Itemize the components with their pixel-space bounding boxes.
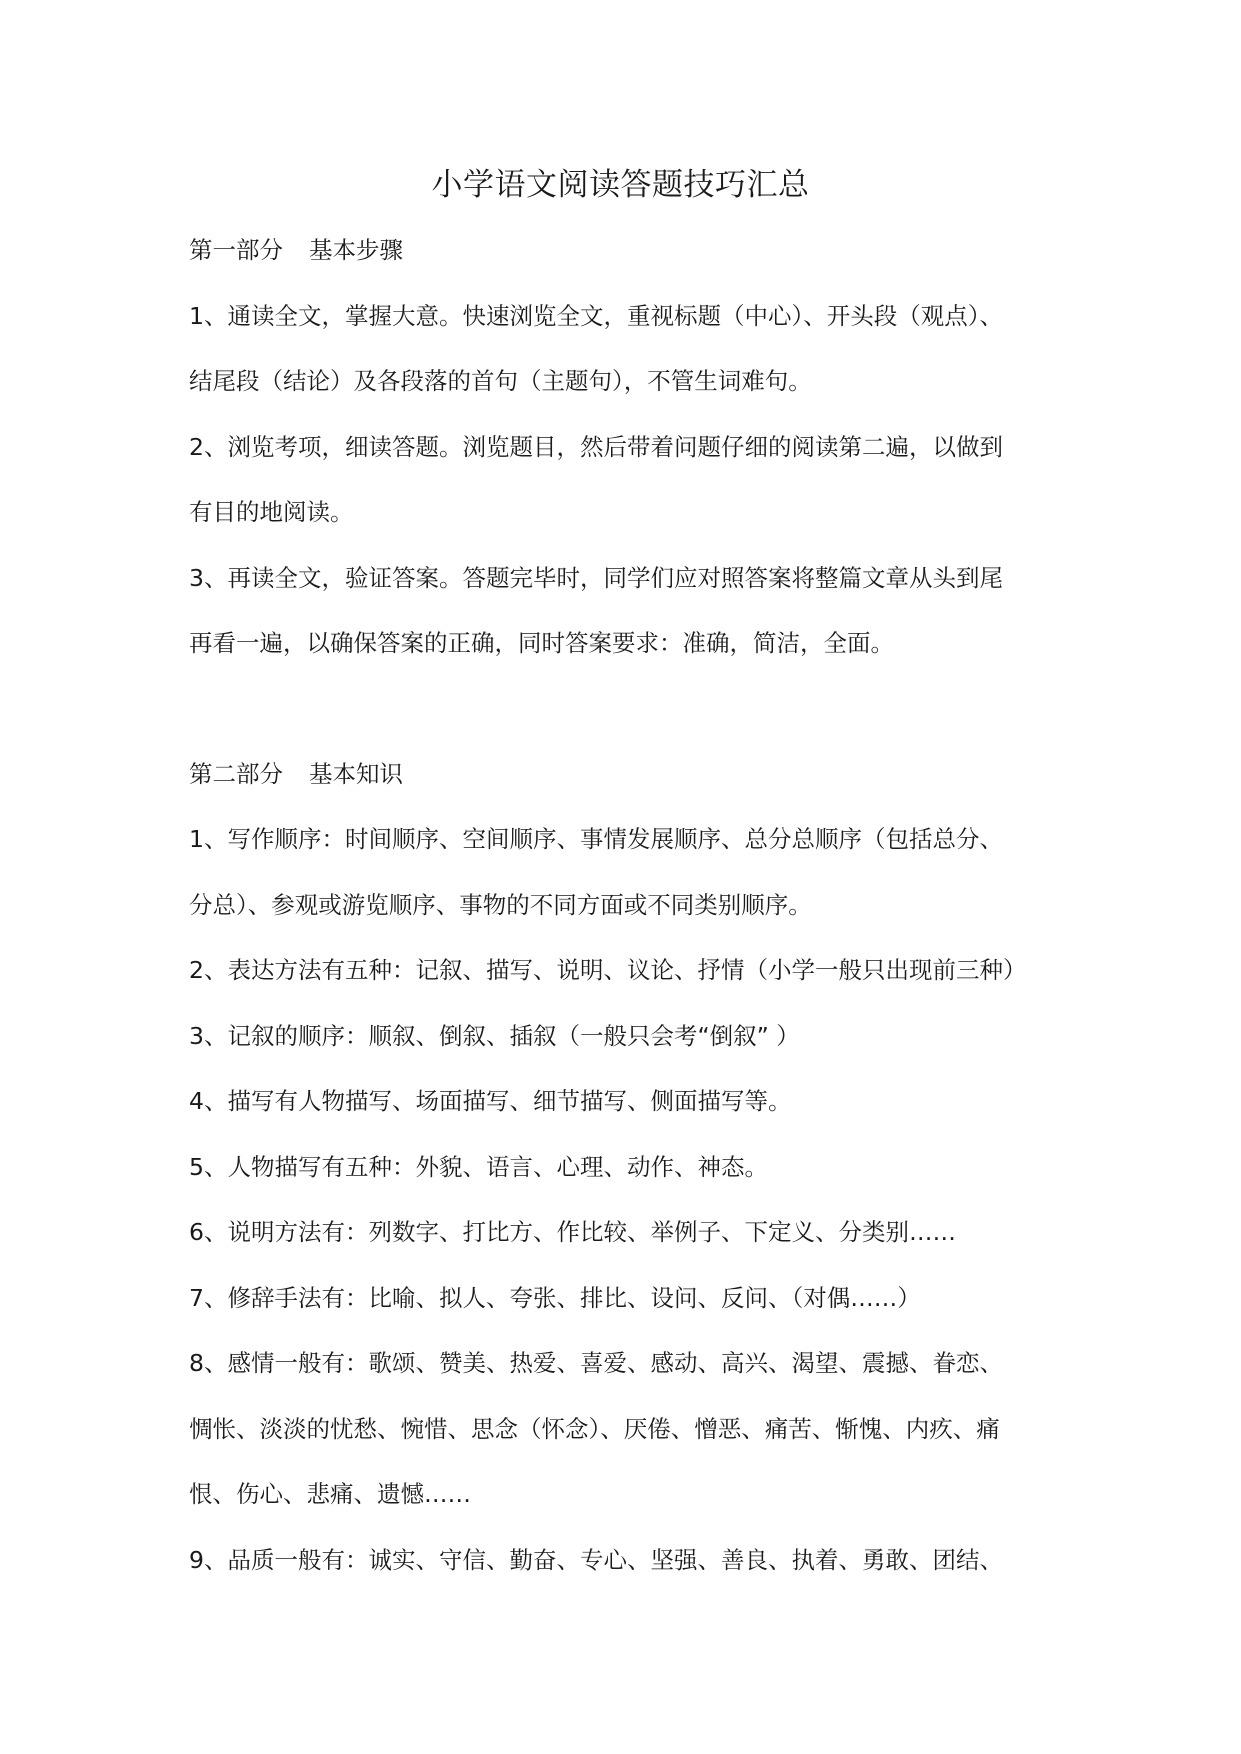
paragraph-line: 再看一遍，以确保答案的正确，同时答案要求：准确，简洁，全面。 <box>189 629 894 657</box>
section-heading-topic: 基本步骤 <box>309 236 403 264</box>
paragraph-line: 2、表达方法有五种：记叙、描写、说明、议论、抒情（小学一般只出现前三种） <box>189 956 1027 984</box>
paragraph-line: 2、浏览考项，细读答题。浏览题目，然后带着问题仔细的阅读第二遍，以做到 <box>189 432 1003 461</box>
paragraph-line: 有目的地阅读。 <box>189 498 354 526</box>
document-title: 小学语文阅读答题技巧汇总 <box>431 167 810 203</box>
section-heading-topic: 基本知识 <box>309 759 403 788</box>
paragraph-line: 惆怅、淡淡的忧愁、惋惜、思念（怀念）、厌倦、憎恶、痛苦、惭愧、内疚、痛 <box>189 1414 1000 1443</box>
paragraph-line: 5、人物描写有五种：外貌、语言、心理、动作、神态。 <box>189 1152 768 1181</box>
paragraph-line: 9、品质一般有：诚实、守信、勤奋、专心、坚强、善良、执着、勇敢、团结、 <box>189 1545 1003 1574</box>
section-heading-basic-steps <box>189 228 1069 294</box>
paragraph-line: 4、描写有人物描写、场面描写、细节描写、侧面描写等。 <box>189 1087 792 1115</box>
paragraph-line: 6、说明方法有：列数字、打比方、作比较、举例子、下定义、分类别…… <box>189 1218 956 1246</box>
section-heading-part: 第一部分 <box>189 236 283 264</box>
paragraph-line: 1、写作顺序：时间顺序、空间顺序、事情发展顺序、总分总顺序（包括总分、 <box>189 825 1003 853</box>
paragraph-line: 8、感情一般有：歌颂、赞美、热爱、喜爱、感动、高兴、渴望、震撼、眷恋、 <box>189 1349 1003 1377</box>
paragraph-line: 7、修辞手法有：比喻、拟人、夸张、排比、设问、反问、（对偶……） <box>189 1283 921 1312</box>
paragraph-line: 分总）、参观或游览顺序、事物的不同方面或不同类别顺序。 <box>189 890 812 919</box>
paragraph-line: 3、记叙的顺序：顺叙、倒叙、插叙（一般只会考“倒叙” ） <box>189 1021 800 1050</box>
document-body <box>189 228 1069 1603</box>
paragraph-line: 恨、伤心、悲痛、遗憾…… <box>189 1480 471 1508</box>
paragraph-line: 3、再读全文，验证答案。答题完毕时，同学们应对照答案将整篇文章从头到尾 <box>189 563 1003 592</box>
section-heading-basic-knowledge <box>189 752 1069 818</box>
section-heading-part: 第二部分 <box>189 759 283 788</box>
section-spacer <box>189 687 1069 752</box>
paragraph-line: 1、通读全文，掌握大意。快速浏览全文，重视标题（中心）、开头段（观点）、 <box>189 301 1003 330</box>
paragraph-line: 结尾段（结论）及各段落的首句（主题句），不管生词难句。 <box>189 367 812 395</box>
